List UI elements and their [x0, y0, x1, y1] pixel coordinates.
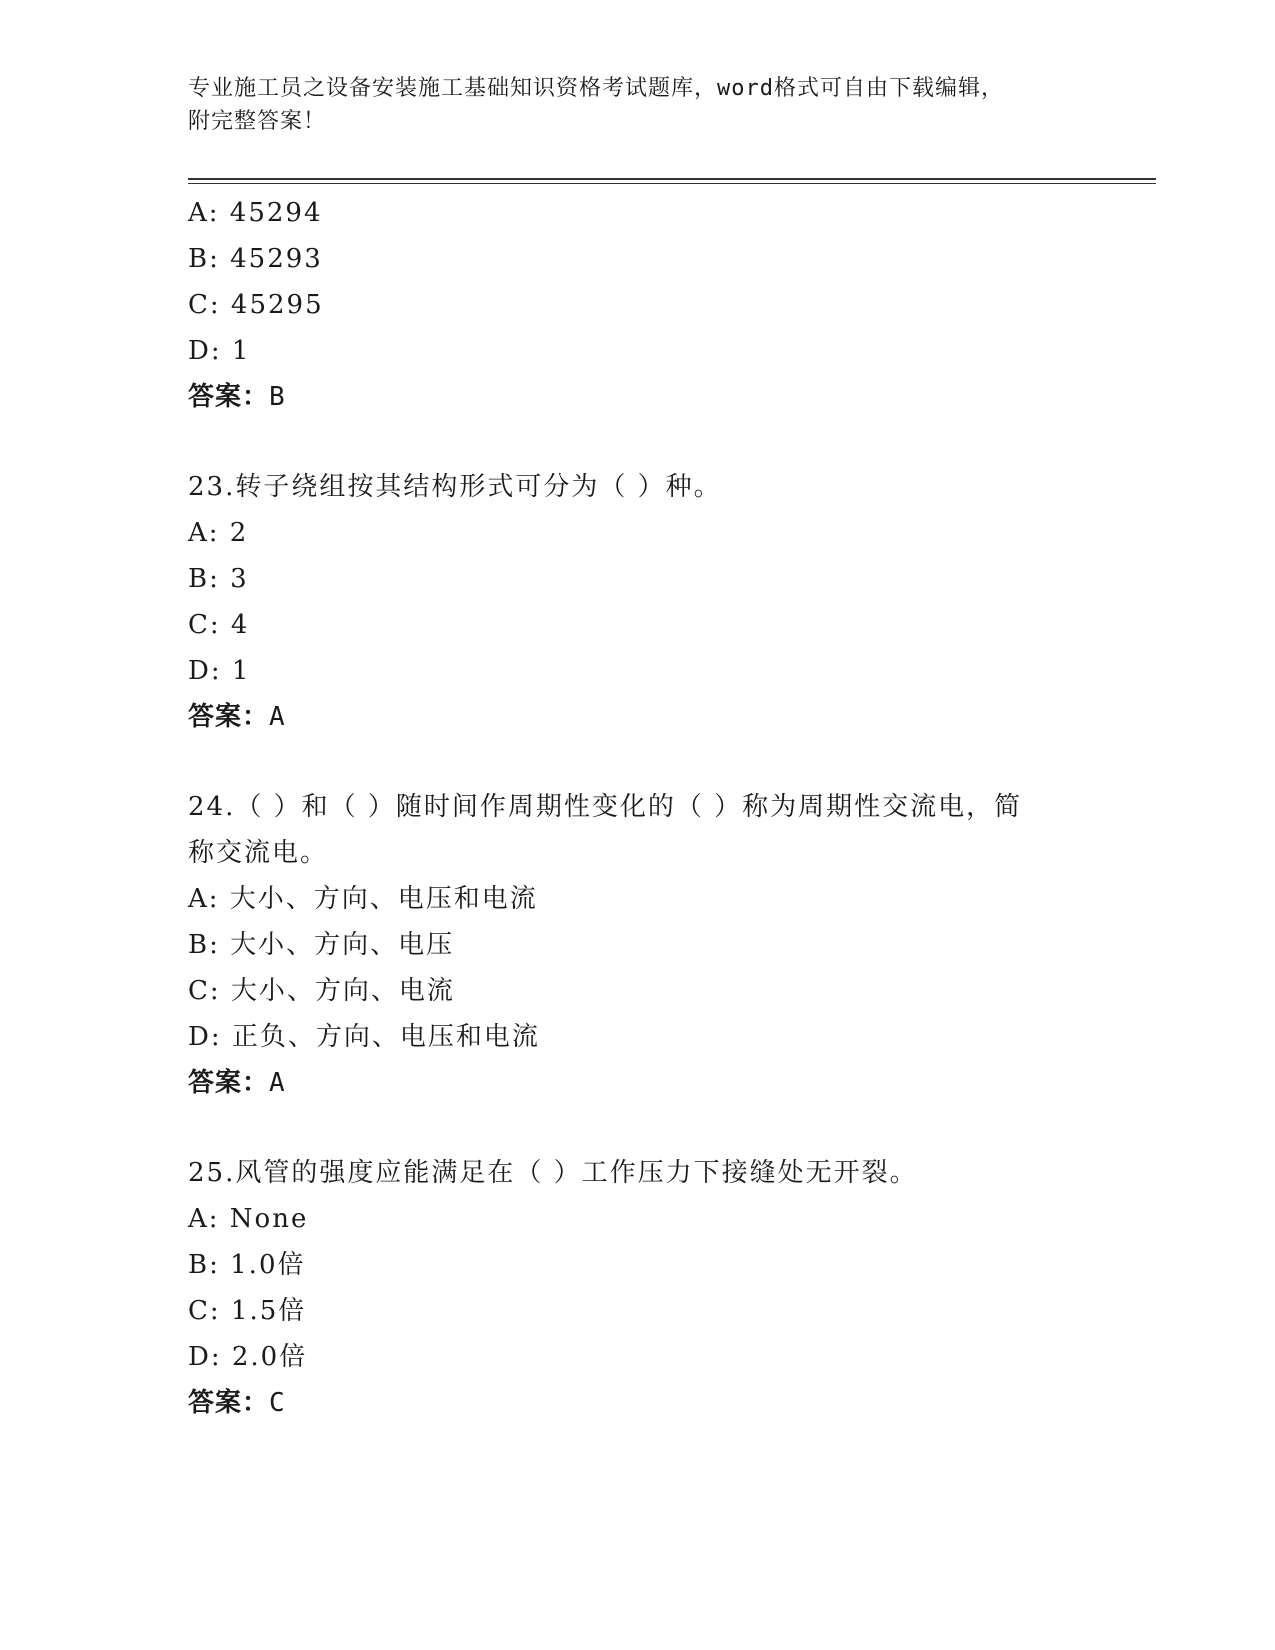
answer-value: A	[269, 1068, 286, 1098]
option-b: B: 3	[188, 564, 249, 594]
answer-line	[188, 374, 1068, 420]
option-a: A: 45294	[188, 198, 323, 228]
answer-line	[188, 694, 1068, 740]
question-23	[188, 464, 1068, 740]
answer-value: B	[269, 382, 286, 412]
option-a: A: None	[188, 1204, 309, 1234]
option-c: C: 4	[188, 610, 250, 640]
header-divider-thin	[188, 183, 1156, 184]
question-text-line-2: 称交流电。	[188, 838, 329, 868]
option-b: B: 大小、方向、电压	[188, 930, 455, 960]
document-header	[188, 72, 1068, 138]
answer-label: 答案：	[188, 1068, 270, 1098]
spacer	[188, 1106, 1068, 1150]
option-b: B: 1.0倍	[188, 1250, 306, 1280]
question-text: 23.转子绕组按其结构形式可分为（ ）种。	[188, 472, 722, 502]
answer-value: A	[269, 702, 286, 732]
answer-label: 答案：	[188, 382, 270, 412]
question-22	[188, 190, 1068, 420]
header-line-2: 附完整答案！	[188, 109, 327, 134]
option-c: C: 大小、方向、电流	[188, 976, 455, 1006]
answer-line	[188, 1060, 1068, 1106]
spacer	[188, 740, 1068, 784]
option-a: A: 大小、方向、电压和电流	[188, 884, 538, 914]
answer-label: 答案：	[188, 702, 270, 732]
option-d: D: 1	[188, 336, 251, 366]
question-list	[188, 190, 1068, 1426]
header-divider-thick	[188, 178, 1156, 180]
answer-label: 答案：	[188, 1388, 270, 1418]
option-d: D: 2.0倍	[188, 1342, 308, 1372]
question-text: 25.风管的强度应能满足在（ ）工作压力下接缝处无开裂。	[188, 1158, 918, 1188]
option-a: A: 2	[188, 518, 249, 548]
header-line-1: 专业施工员之设备安装施工基础知识资格考试题库，word格式可自由下载编辑，	[188, 76, 1004, 101]
option-b: B: 45293	[188, 244, 323, 274]
answer-line	[188, 1380, 1068, 1426]
question-24	[188, 784, 1068, 1106]
question-text-line-1: 24.（ ）和（ ）随时间作周期性变化的（ ）称为周期性交流电，简	[188, 792, 1023, 822]
option-c: C: 45295	[188, 290, 324, 320]
question-25	[188, 1150, 1068, 1426]
spacer	[188, 420, 1068, 464]
option-c: C: 1.5倍	[188, 1296, 307, 1326]
option-d: D: 正负、方向、电压和电流	[188, 1022, 540, 1052]
answer-value: C	[269, 1388, 286, 1418]
option-d: D: 1	[188, 656, 251, 686]
